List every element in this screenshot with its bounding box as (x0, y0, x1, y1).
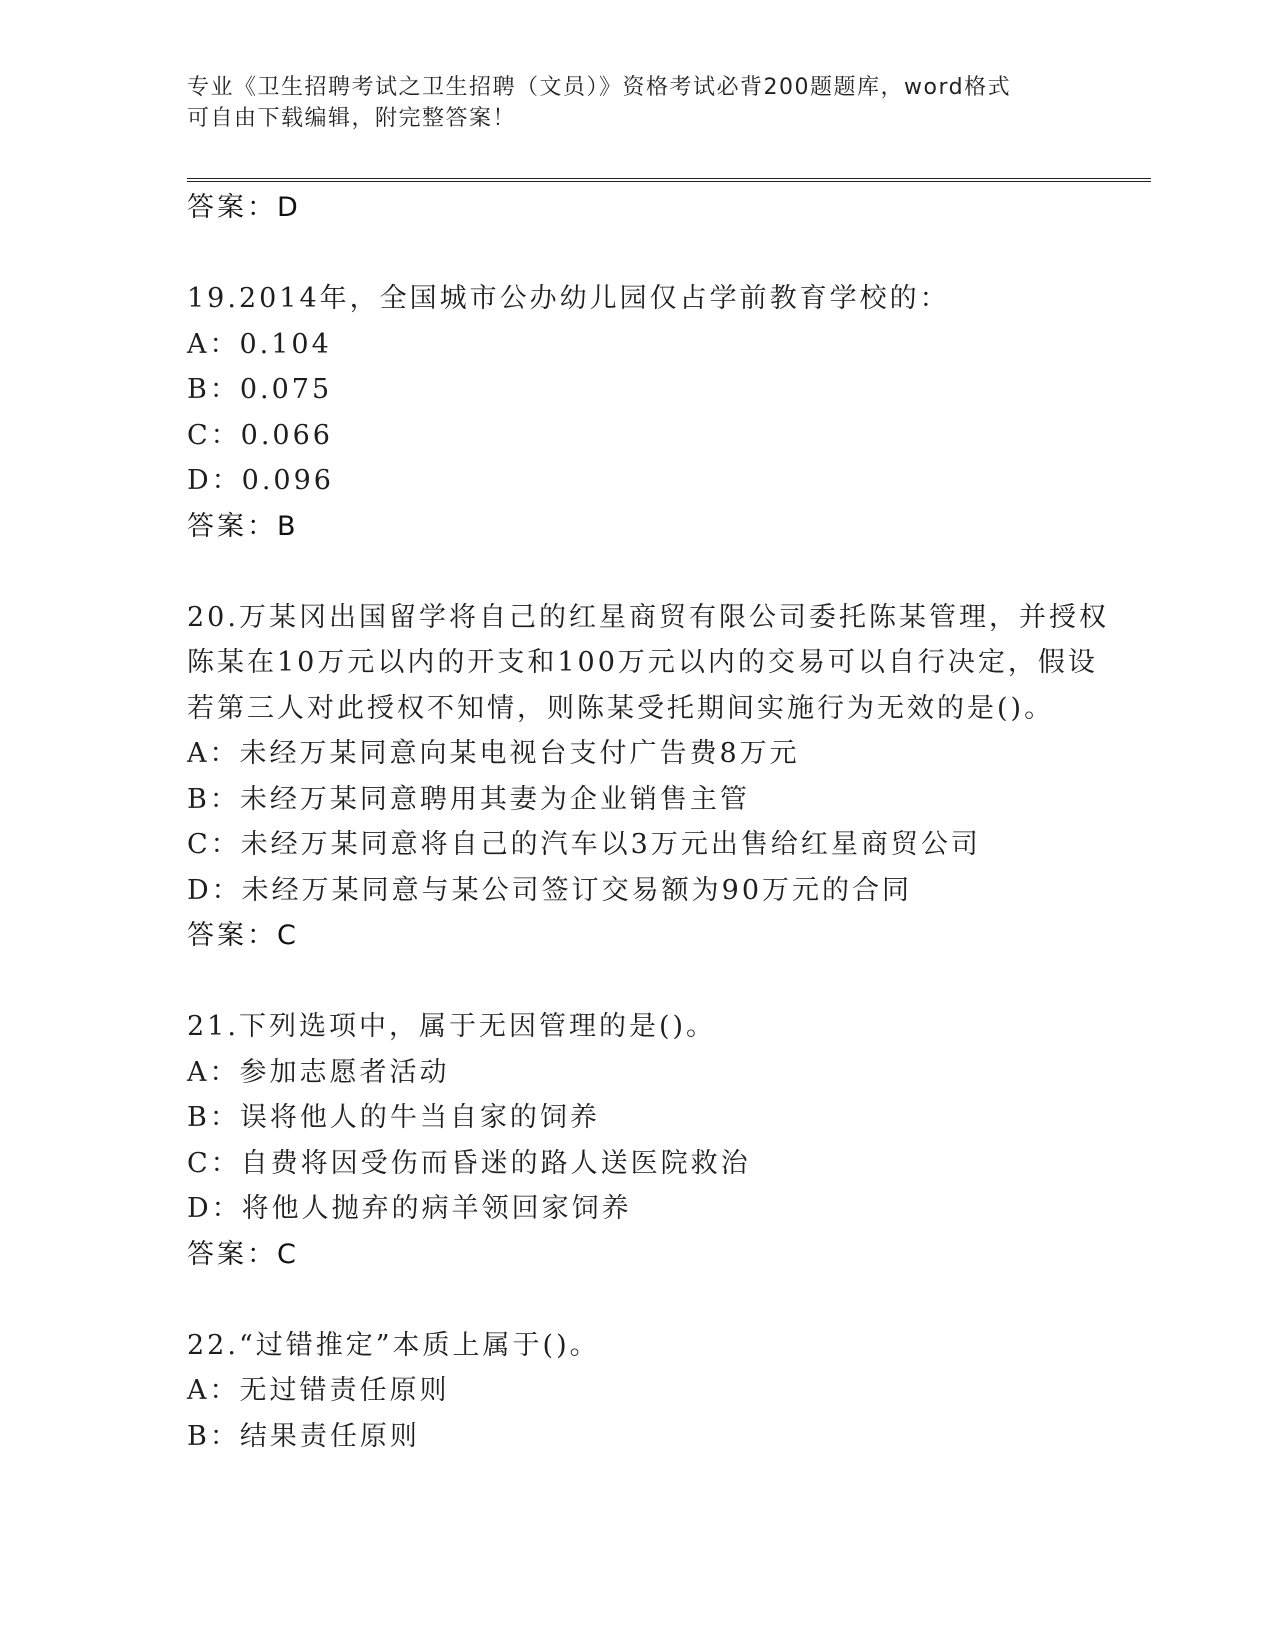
question-stem: 22.“过错推定”本质上属于()。 (187, 1329, 600, 1361)
option-c: C：未经万某同意将自己的汽车以3万元出售给红星商贸公司 (187, 829, 981, 860)
option-a: A：0.104 (187, 328, 332, 360)
option-b: B：0.075 (187, 374, 333, 405)
option-b: B：未经万某同意聘用其妻为企业销售主管 (187, 783, 750, 815)
option-a: A：无过错责任原则 (187, 1375, 450, 1406)
option-d: D：0.096 (187, 465, 334, 496)
answer-value: C (277, 1238, 298, 1270)
previous-answer (187, 185, 1151, 231)
answer-label: 答案： (187, 510, 277, 542)
question-list (187, 185, 1151, 1459)
question-stem: 陈某在10万元以内的开支和100万元以内的交易可以自行决定，假设 (187, 647, 1098, 678)
question-stem: 若第三人对此授权不知情，则陈某受托期间实施行为无效的是()。 (187, 692, 1055, 724)
header-divider (187, 178, 1151, 182)
option-b: B：误将他人的牛当自家的饲养 (187, 1102, 600, 1133)
question-21 (187, 1004, 1151, 1277)
spacer (187, 959, 1151, 1005)
document-header (187, 72, 1087, 134)
spacer (187, 1277, 1151, 1323)
option-d: D：将他人抛弃的病羊领回家饲养 (187, 1193, 632, 1224)
answer-label: 答案： (187, 192, 277, 223)
spacer (187, 549, 1151, 595)
answer (187, 1232, 1151, 1278)
answer-value: D (277, 192, 300, 223)
option-b: B：结果责任原则 (187, 1420, 420, 1452)
answer (187, 913, 1151, 959)
option-d: D：未经万某同意与某公司签订交易额为90万元的合同 (187, 874, 913, 906)
answer-value: C (277, 920, 298, 951)
answer (187, 504, 1151, 550)
question-22 (187, 1323, 1151, 1460)
question-19 (187, 276, 1151, 549)
header-title-line-1: 专业《卫生招聘考试之卫生招聘（文员）》资格考试必背200题题库，word格式 (187, 75, 1012, 100)
option-a: A：参加志愿者活动 (187, 1056, 450, 1088)
option-c: C：0.066 (187, 419, 333, 451)
question-20 (187, 595, 1151, 959)
question-stem: 20.万某冈出国留学将自己的红星商贸有限公司委托陈某管理，并授权 (187, 601, 1109, 633)
header-title-line-2: 可自由下载编辑，附完整答案！ (187, 106, 517, 131)
answer-label: 答案： (187, 920, 277, 951)
spacer (187, 231, 1151, 277)
answer-value: B (277, 510, 298, 542)
option-c: C：自费将因受伤而昏迷的路人送医院救治 (187, 1147, 751, 1179)
question-stem: 21.下列选项中，属于无因管理的是()。 (187, 1011, 717, 1042)
answer-label: 答案： (187, 1238, 277, 1270)
option-a: A：未经万某同意向某电视台支付广告费8万元 (187, 738, 800, 769)
question-stem: 19.2014年，全国城市公办幼儿园仅占学前教育学校的： (187, 283, 950, 314)
